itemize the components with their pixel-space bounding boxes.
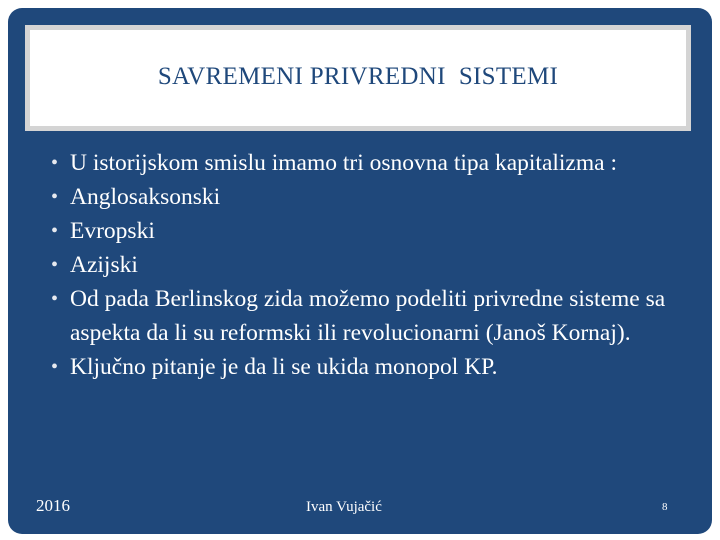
bullet-text: Evropski	[70, 218, 155, 244]
bullet-item	[28, 214, 688, 248]
footer-author: Ivan Vujačić	[306, 499, 382, 515]
bullet-icon: •	[50, 220, 58, 242]
footer-page-number: 8	[662, 501, 668, 513]
bullet-item	[28, 282, 688, 350]
bullet-list	[28, 146, 688, 384]
footer-date: 2016	[36, 496, 70, 515]
bullet-icon: •	[50, 356, 58, 378]
bullet-text: Ključno pitanje je da li se ukida monopol KP.	[70, 354, 498, 380]
bullet-icon: •	[50, 186, 58, 208]
bullet-icon: •	[50, 152, 58, 174]
bullet-text: U istorijskom smislu imamo tri osnovna tipa kapitalizma :	[70, 150, 617, 176]
bullet-text: Azijski	[70, 252, 138, 278]
title-box	[25, 25, 691, 131]
bullet-item	[28, 180, 688, 214]
slide	[8, 8, 712, 534]
bullet-text: Od pada Berlinskog zida možemo podeliti privredne sisteme sa aspekta da li su reformski ili revolucionarni (Janoš Kornaj).	[70, 286, 666, 346]
bullet-item	[28, 248, 688, 282]
bullet-item	[28, 146, 688, 180]
bullet-text: Anglosaksonski	[70, 184, 221, 210]
slide-title: SAVREMENI PRIVREDNI SISTEMI	[157, 63, 559, 90]
bullet-icon: •	[50, 288, 58, 310]
bullet-icon: •	[50, 254, 58, 276]
bullet-item	[28, 350, 688, 384]
